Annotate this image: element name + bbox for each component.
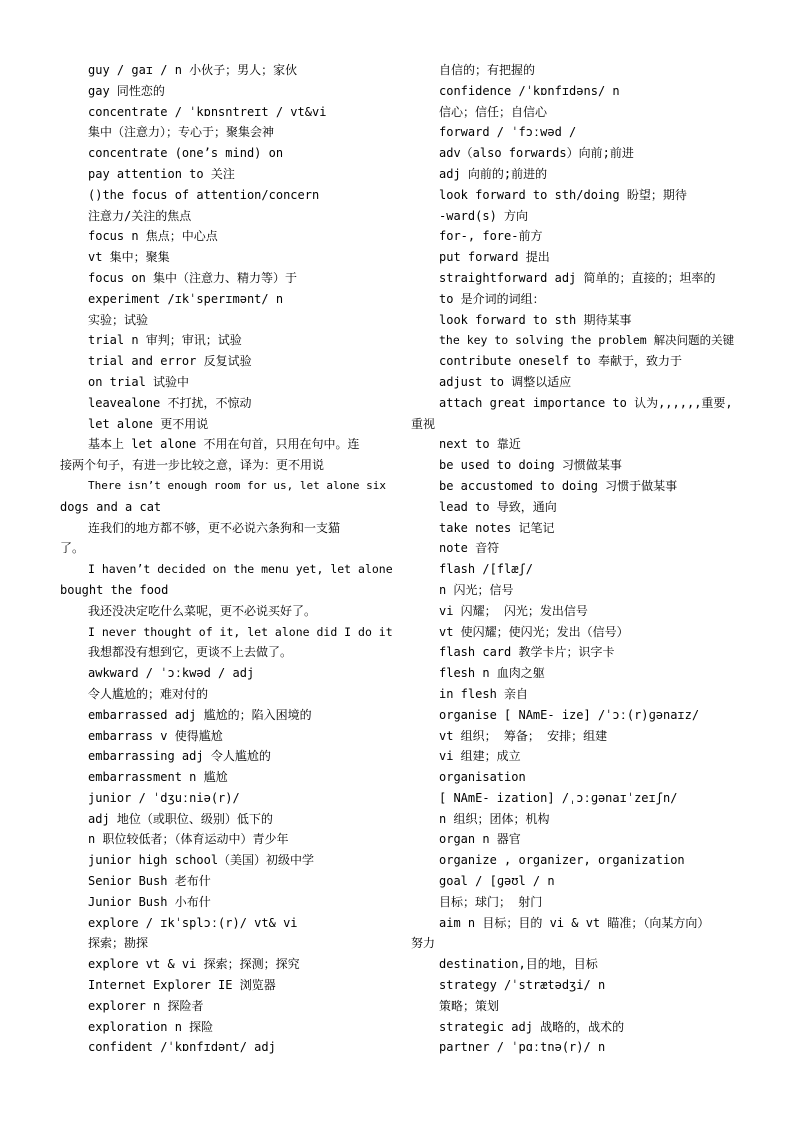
text-line: concentrate (one’s mind) on — [88, 146, 284, 161]
text-line: experiment /ɪkˈsperɪmənt/ n — [88, 291, 284, 306]
text-line: partner / ˈpɑːtnə(r)/ n — [439, 1040, 606, 1055]
text-line: the key to solving the problem 解决问题的关键 — [439, 333, 735, 348]
text-line: confidence /ˈkɒnfɪdəns/ n — [439, 83, 620, 98]
text-line: vi 组建；成立 — [439, 749, 521, 764]
text-line: embarrassing adj 令人尴尬的 — [88, 749, 271, 764]
text-line: lead to 导致，通向 — [439, 499, 557, 514]
text-line: vi 闪耀； 闪光；发出信号 — [439, 603, 588, 618]
text-line: goal / [ɡəʊl / n — [439, 874, 555, 889]
text-line: Internet Explorer IE 浏览器 — [88, 978, 276, 993]
text-line: 了。 — [60, 541, 85, 556]
text-line: adjust to 调整以适应 — [439, 374, 572, 389]
text-line: put forward 提出 — [439, 250, 550, 265]
text-line: trial and error 反复试验 — [88, 354, 252, 369]
text-line: aim n 目标；目的 vi & vt 瞄准；（向某方向） — [439, 915, 710, 930]
text-line: n 职位较低者；（体育运动中）青少年 — [88, 832, 289, 847]
text-line: be accustomed to doing 习惯于做某事 — [439, 478, 678, 493]
text-line: be used to doing 习惯做某事 — [439, 458, 622, 473]
text-line: n 闪光；信号 — [439, 582, 514, 597]
text-line: -ward(s) 方向 — [439, 208, 529, 223]
text-line: junior high school（美国）初级中学 — [88, 853, 315, 868]
text-line: n 组织；团体；机构 — [439, 811, 550, 826]
text-line: contribute oneself to 奉献于，致力于 — [439, 354, 682, 369]
text-line: strategic adj 战略的，战术的 — [439, 1019, 625, 1034]
text-line: flash /[flæʃ/ — [439, 562, 533, 577]
text-line: focus on 集中（注意力、精力等）于 — [88, 270, 298, 285]
text-line: leavealone 不打扰，不惊动 — [88, 395, 252, 410]
text-line: focus n 焦点；中心点 — [88, 229, 218, 244]
text-line: let alone 更不用说 — [88, 416, 209, 431]
text-line: explore vt & vi 探索；探测；探究 — [88, 957, 300, 972]
text-line: organize , organizer, organization — [439, 853, 685, 868]
text-line: vt 集中；聚集 — [88, 250, 170, 265]
text-line: strategy /ˈstrætədʒi/ n — [439, 978, 606, 993]
text-line: confident /ˈkɒnfɪdənt/ adj — [88, 1040, 276, 1055]
text-line: to 是介词的词组： — [439, 291, 545, 306]
text-line: ()the focus of attention/concern — [88, 187, 320, 202]
text-line: adj 向前的;前进的 — [439, 166, 548, 181]
text-line: 重视 — [411, 416, 436, 431]
text-line: flesh n 血肉之躯 — [439, 666, 545, 681]
text-line: organ n 器官 — [439, 832, 521, 847]
text-line: junior / ˈdʒuːniə(r)/ — [88, 790, 240, 805]
text-line: 努力 — [411, 936, 436, 951]
text-line: look forward to sth 期待某事 — [439, 312, 632, 327]
text-line: 基本上 let alone 不用在句首，只用在句中。连 — [88, 437, 360, 452]
text-line: bought the food — [60, 582, 169, 597]
text-line: Senior Bush 老布什 — [88, 874, 211, 889]
text-line: pay attention to 关注 — [88, 166, 235, 181]
text-line: guy / gaɪ / n 小伙子；男人；家伙 — [88, 63, 298, 77]
text-line: for-, fore-前方 — [439, 229, 543, 244]
text-line: 自信的；有把握的 — [439, 63, 536, 77]
text-line: 目标；球门； 射门 — [439, 894, 543, 909]
text-line: 探索；勘探 — [88, 936, 149, 951]
text-line: gay 同性恋的 — [88, 83, 165, 98]
text-line: take notes 记笔记 — [439, 520, 555, 535]
text-line: exploration n 探险 — [88, 1019, 214, 1034]
text-line: 信心；信任；自信心 — [439, 104, 548, 119]
text-line: explorer n 探险者 — [88, 998, 204, 1013]
text-line: on trial 试验中 — [88, 374, 190, 389]
text-line: [ NAmE- ization] /ˌɔːɡənaɪˈzeɪʃn/ — [439, 790, 678, 805]
text-line: I haven’t decided on the menu yet, let alone — [88, 562, 393, 577]
text-line: 连我们的地方都不够，更不必说六条狗和一支猫 — [88, 520, 341, 535]
text-line: 实验；试验 — [88, 312, 149, 327]
text-line: trial n 审判；审讯；试验 — [88, 333, 242, 348]
text-line: forward / ˈfɔːwəd / — [439, 125, 577, 140]
text-line: There isn’t enough room for us, let alone six — [88, 478, 387, 492]
text-line: 令人尴尬的；难对付的 — [88, 686, 209, 701]
text-line: dogs and a cat — [60, 499, 162, 514]
text-line: embarrass v 使得尴尬 — [88, 728, 223, 743]
text-line: 接两个句子，有进一步比较之意，译为：更不用说 — [60, 458, 325, 473]
text-line: awkward / ˈɔːkwəd / adj — [88, 666, 255, 681]
text-line: embarrassment n 尴尬 — [88, 770, 228, 785]
text-line: note 音符 — [439, 541, 500, 556]
text-line: 集中（注意力）；专心于；聚集会神 — [88, 125, 275, 140]
text-line: look forward to sth/doing 盼望；期待 — [439, 187, 687, 202]
text-line: embarrassed adj 尴尬的；陷入困境的 — [88, 707, 312, 722]
text-line: 策略；策划 — [439, 998, 500, 1013]
text-line: 注意力/关注的焦点 — [88, 208, 192, 223]
text-line: I never thought of it, let alone did I do it — [88, 624, 393, 639]
text-line: concentrate / ˈkɒnsntreɪt / vt&vi — [88, 104, 327, 119]
left-column — [60, 60, 395, 1058]
text-line: 我还没决定吃什么菜呢，更不必说买好了。 — [88, 603, 317, 618]
text-line: explore / ɪkˈsplɔː(r)/ vt& vi — [88, 915, 298, 930]
text-line: straightforward adj 简单的；直接的；坦率的 — [439, 270, 716, 285]
text-line: destination,目的地，目标 — [439, 957, 598, 972]
text-line: Junior Bush 小布什 — [88, 894, 211, 909]
text-line: vt 组织； 筹备； 安排；组建 — [439, 728, 608, 743]
text-line: adv（also forwards）向前;前进 — [439, 146, 634, 161]
text-line: next to 靠近 — [439, 437, 521, 452]
text-line: organisation — [439, 770, 526, 785]
right-column — [411, 60, 741, 1058]
text-line: organise [ NAmE- ize] /ˈɔː(r)ɡənaɪz/ — [439, 707, 700, 722]
text-line: attach great importance to 认为,,,,,,重要, — [439, 395, 733, 410]
text-line: 我想都没有想到它，更谈不上去做了。 — [88, 645, 293, 660]
text-line: adj 地位（或职位、级别）低下的 — [88, 811, 273, 826]
text-line: flash card 教学卡片；识字卡 — [439, 645, 615, 660]
text-line: in flesh 亲自 — [439, 686, 529, 701]
text-line: vt 使闪耀；使闪光；发出（信号） — [439, 624, 629, 639]
